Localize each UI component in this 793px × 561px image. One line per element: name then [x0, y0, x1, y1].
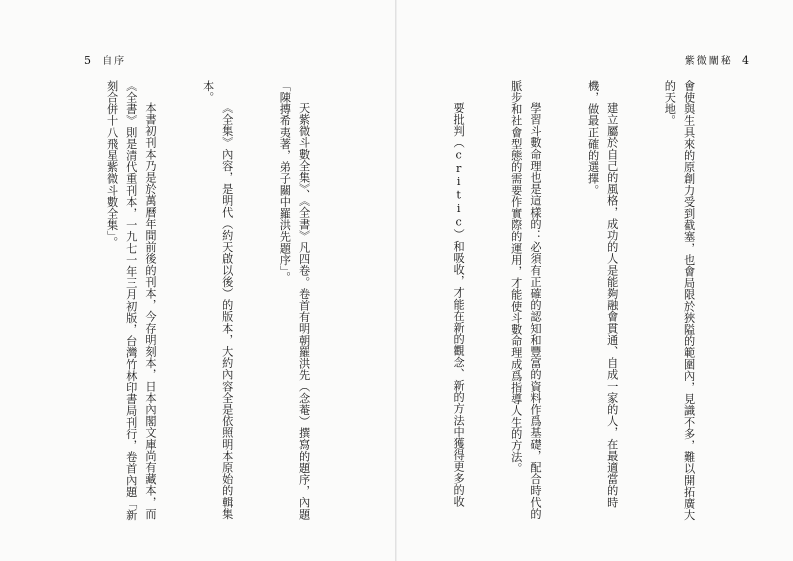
left-page-title: 自序 [102, 56, 127, 67]
left-page-number: 5 [84, 54, 93, 67]
right-paragraph: 會使與生具來的原創力受到截塞，也會局限於狹隘的範圍內，見識不多，難以開拓廣大的天地。 [663, 80, 696, 521]
right-page-number: 4 [742, 54, 751, 67]
left-page-header [80, 52, 126, 67]
right-paragraph: 建立屬於自己的風格，成功的人是能夠融會貫通、自成一家的人，在最適當的時機，做最正確的選擇。 [586, 80, 619, 509]
right-paragraph: 學習斗數命理也是這樣的：必須有正確的認知和豐富的資料作爲基礎，配合時代的脈步和社會型態的需要作實際的運用，才能使斗數命理成爲指導人生的方法。 [509, 80, 542, 520]
right-paragraph: 要批判（critic）和吸收，才能在新的觀念、新的方法中獲得更多的收 [452, 102, 466, 508]
left-paragraph: 《全集》內容，是明代（約天啟以後）的版本，大約內容全是依照明本原始的輯集本。 [201, 80, 234, 520]
right-page [397, 0, 793, 561]
left-paragraph: 本書初刊本乃是於萬曆年間前後的刊本，今存明刻本，日本內閣文庫尚有藏本，而《全書》則是清代重刊本，一九七一年三月初版，台灣竹林印書局刊行，卷首內題「新刻合併十八飛星紫微斗數全集」。 [105, 80, 157, 521]
right-page-body [447, 80, 737, 525]
right-page-header [685, 52, 755, 67]
left-page-body [82, 80, 352, 525]
left-paragraph: 天紫微斗數全集》、《全書》凡四卷。卷首有明朝羅洪先（念菴）撰寫的題序，內題「陳摶希夷著，弟子關中羅洪先題序」。 [278, 80, 311, 521]
left-page [0, 0, 396, 561]
right-page-title: 紫微闡秘 [684, 56, 733, 67]
